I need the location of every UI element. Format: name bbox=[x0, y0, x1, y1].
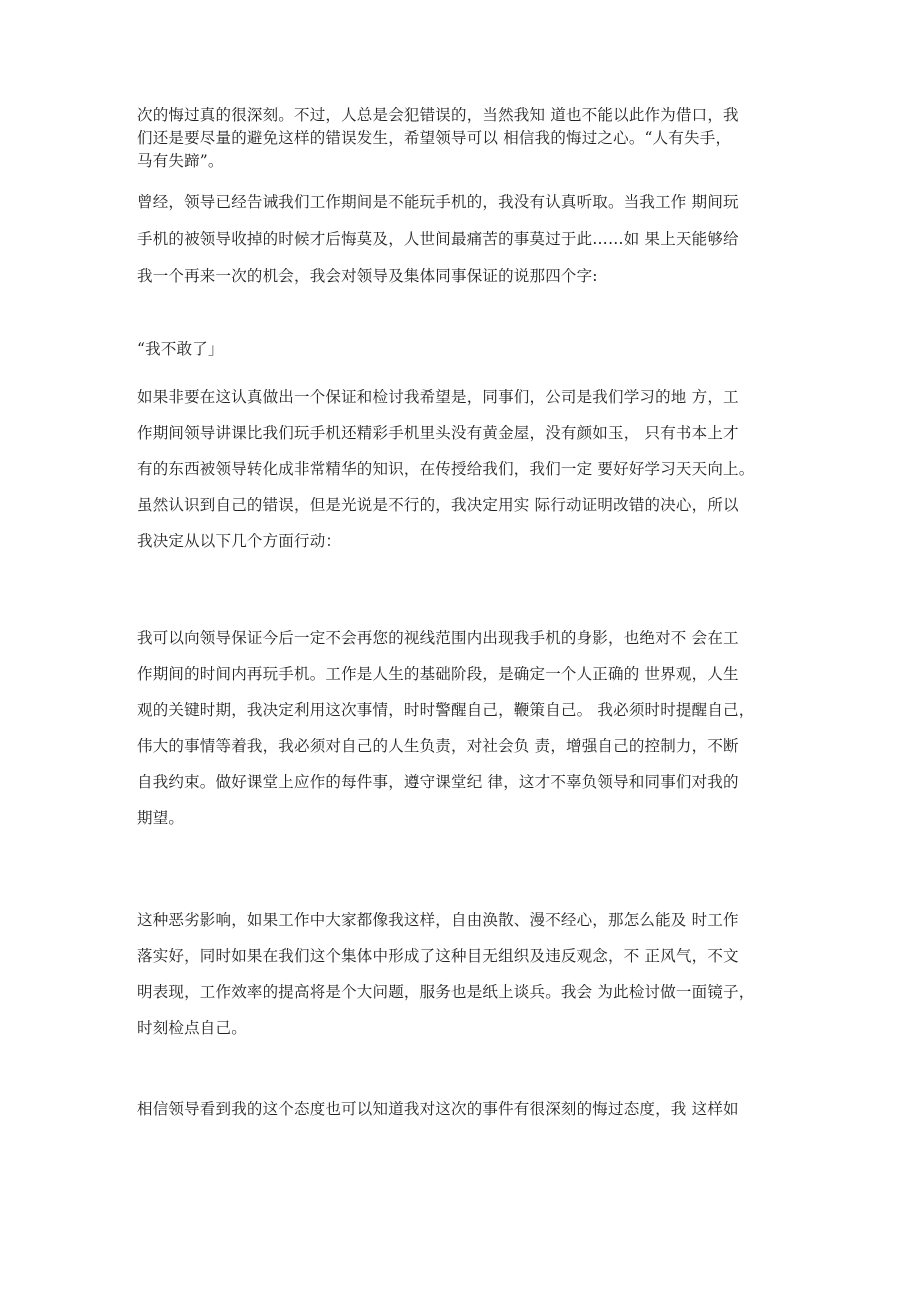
text-line: 我可以向领导保证今后一定不会再您的视线范围内出现我手机的身影，也绝对不 会在工 bbox=[137, 629, 739, 647]
paragraph-5 bbox=[137, 620, 797, 836]
text-line: 有的东西被领导转化成非常精华的知识，在传授给我们，我们一定 要好好学习天天向上。 bbox=[137, 460, 755, 478]
text-line: 我决定从以下几个方面行动： bbox=[137, 532, 342, 550]
text-line: 观的关键时期，我决定利用这次事情，时时警醒自己，鞭策自己。 我必须时时提醒自己， bbox=[137, 701, 755, 719]
text-line: 虽然认识到自己的错误，但是光说是不行的，我决定用实 际行动证明改错的决心，所以 bbox=[137, 496, 739, 514]
paragraph-3 bbox=[137, 331, 797, 368]
text-line: 我一个再来一次的机会，我会对领导及集体同事保证的说那四个字: bbox=[137, 267, 598, 285]
paragraph-1 bbox=[137, 104, 797, 173]
text-line: 期望。 bbox=[137, 809, 185, 827]
text-line: 明表现，工作效率的提高将是个大问题，服务也是纸上谈兵。我会 为此检讨做一面镜子， bbox=[137, 983, 755, 1001]
paragraph-4 bbox=[137, 379, 797, 559]
paragraph-7 bbox=[137, 1091, 797, 1127]
text-line: 曾经，领导已经告诫我们工作期间是不能玩手机的，我没有认真听取。当我工作 期间玩 bbox=[137, 193, 739, 211]
text-line: 马有失蹄”。 bbox=[137, 152, 224, 170]
text-line: 次的悔过真的很深刻。不过，人总是会犯错误的，当然我知 道也不能以此作为借口，我 bbox=[137, 106, 739, 124]
text-line: 时刻检点自己。 bbox=[137, 1019, 247, 1037]
text-line: 自我约束。做好课堂上应作的每件事，遵守课堂纪 律，这才不辜负领导和同事们对我的 bbox=[137, 773, 739, 791]
text-line: 作期间的时间内再玩手机。工作是人生的基础阶段，是确定一个人正确的 世界观，人生 bbox=[137, 665, 739, 683]
text-line: 这种恶劣影响，如果工作中大家都像我这样，自由涣散、漫不经心，那怎么能及 时工作 bbox=[137, 911, 739, 929]
text-line: “我不敢了」 bbox=[137, 340, 224, 358]
text-line: 如果非要在这认真做出一个保证和检讨我希望是，同事们，公司是我们学习的地 方，工 bbox=[137, 388, 739, 406]
text-line: 相信领导看到我的这个态度也可以知道我对这次的事件有很深刻的悔过态度，我 这样如 bbox=[137, 1100, 739, 1118]
text-line: 们还是要尽量的避免这样的错误发生，希望领导可以 相信我的悔过之心。“人有失手， bbox=[137, 129, 732, 147]
text-line: 手机的被领导收掉的时候才后悔莫及，人世间最痛苦的事莫过于此……如 果上天能够给 bbox=[137, 230, 739, 248]
text-line: 作期间领导讲课比我们玩手机还精彩手机里头没有黄金屋，没有颜如玉， 只有书本上才 bbox=[137, 424, 739, 442]
paragraph-6 bbox=[137, 902, 797, 1046]
text-line: 落实好，同时如果在我们这个集体中形成了这种目无组织及违反观念，不 正风气，不文 bbox=[137, 947, 739, 965]
paragraph-2 bbox=[137, 184, 797, 295]
text-line: 伟大的事情等着我，我必须对自己的人生负责，对社会负 责，增强自己的控制力，不断 bbox=[137, 737, 739, 755]
